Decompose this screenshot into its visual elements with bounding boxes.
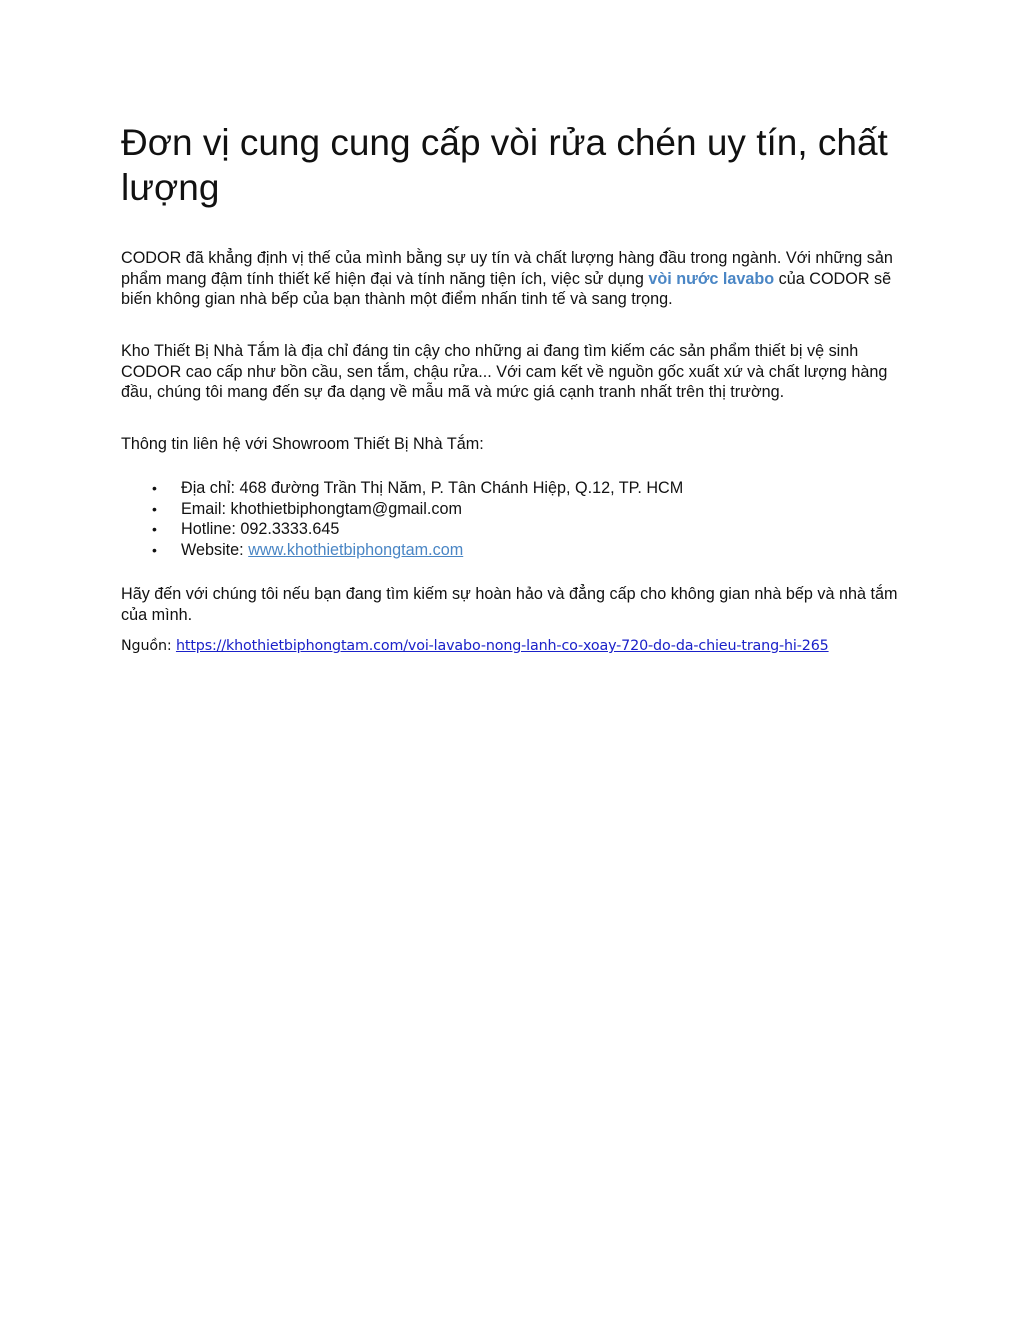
bullet-icon: • — [152, 542, 157, 559]
intro-paragraph — [121, 248, 906, 310]
contact-item-hotline — [121, 519, 906, 540]
source-line — [121, 636, 921, 656]
contact-intro: Thông tin liên hệ với Showroom Thiết Bị Nhà Tắm: — [121, 435, 484, 453]
intro-text-start: CODOR đã khẳng định vị thế của mình bằng sự uy tín và chất lượng hàng đầu trong ngành. Với những sản phẩm mang đậm tính thiết kế hiện đại và tính năng tiện ích, việc sử dụng — [121, 249, 893, 288]
source-label: Nguồn: — [121, 638, 176, 654]
contact-list — [121, 478, 906, 561]
bullet-icon: • — [152, 500, 157, 517]
contact-website-label: Website: — [181, 541, 249, 560]
lavabo-faucet-link[interactable]: vòi nước lavabo — [648, 269, 775, 288]
contact-item-address — [121, 478, 906, 499]
website-link[interactable]: www.khothietbiphongtam.com — [248, 541, 464, 560]
contact-item-email — [121, 499, 906, 520]
bullet-icon: • — [152, 521, 157, 538]
bullet-icon: • — [152, 480, 157, 496]
contact-email: Email: khothietbiphongtam@gmail.com — [181, 499, 462, 518]
company-paragraph: Kho Thiết Bị Nhà Tắm là địa chỉ đáng tin cậy cho những ai đang tìm kiếm các sản phẩm thiết bị vệ sinh CODOR cao cấp như bồn cầu, sen tắm, chậu rửa... Với cam kết về nguồn gốc xuất xứ và chất lượng hàng đầu, chúng tôi mang đến sự đa dạng về mẫu mã và mức giá cạnh tranh nhất trên thị trường. — [121, 342, 888, 401]
source-link[interactable]: https://khothietbiphongtam.com/voi-lavabo-nong-lanh-co-xoay-720-do-da-chieu-trang-hi-265 — [175, 638, 829, 654]
contact-item-website — [121, 540, 906, 561]
contact-hotline: Hotline: 092.3333.645 — [181, 520, 340, 539]
document-title: Đơn vị cung cung cấp vòi rửa chén uy tín, chất lượng — [121, 122, 888, 208]
contact-address: Địa chỉ: 468 đường Trần Thị Năm, P. Tân Chánh Hiệp, Q.12, TP. HCM — [181, 479, 684, 497]
intro-text-end: của CODOR sẽ biến không gian nhà bếp của bạn thành một điểm nhấn tinh tế và sang trọng. — [121, 269, 892, 308]
closing-paragraph: Hãy đến với chúng tôi nếu bạn đang tìm kiếm sự hoàn hảo và đẳng cấp cho không gian nhà bếp và nhà tắm của mình. — [121, 585, 898, 624]
